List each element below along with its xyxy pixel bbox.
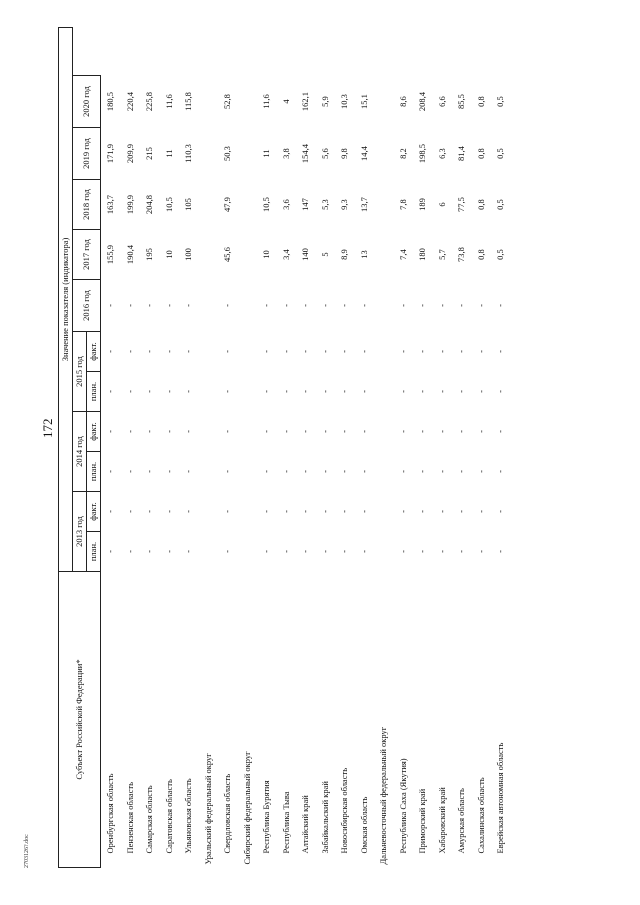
cell-2017: 180	[417, 248, 428, 261]
cell-dash: -	[280, 350, 291, 353]
cell-2020: 52,8	[222, 94, 233, 109]
cell-dash: -	[417, 510, 428, 513]
cell-dash: -	[475, 390, 486, 393]
cell-2018: 147	[300, 198, 311, 211]
district-row-filler	[374, 27, 394, 571]
header-year-2015: 2015 год	[73, 332, 87, 412]
cell-2017: 190,4	[124, 244, 135, 265]
header-year-2018: 2018 год	[73, 180, 101, 230]
cell-2017: 5,7	[436, 249, 447, 260]
cell-2020: 15,1	[358, 94, 369, 109]
cell-2018: 10,5	[261, 197, 272, 212]
indicator-table	[58, 27, 511, 868]
cell-2019: 5,6	[319, 148, 330, 159]
cell-2020: 0,8	[475, 96, 486, 107]
cell-2017: 155,9	[105, 244, 116, 265]
region-name: Самарская область	[144, 785, 155, 854]
cell-dash: -	[495, 550, 506, 553]
cell-dash: -	[222, 510, 233, 513]
cell-dash: -	[261, 470, 272, 473]
cell-2019: 14,4	[358, 146, 369, 161]
cell-dash: -	[495, 390, 506, 393]
cell-dash: -	[417, 350, 428, 353]
cell-dash: -	[144, 430, 155, 433]
region-name: Забайкальский край	[319, 781, 330, 854]
cell-dash: -	[300, 430, 311, 433]
cell-2019: 209,9	[124, 143, 135, 164]
cell-dash: -	[222, 390, 233, 393]
cell-dash: -	[417, 430, 428, 433]
cell-dash: -	[124, 390, 135, 393]
cell-2019: 50,3	[222, 146, 233, 161]
cell-dash: -	[144, 350, 155, 353]
cell-2016: -	[436, 304, 447, 307]
cell-dash: -	[495, 510, 506, 513]
cell-dash: -	[280, 550, 291, 553]
cell-2016: -	[475, 304, 486, 307]
cell-2016: -	[124, 304, 135, 307]
table-row	[413, 27, 433, 867]
cell-dash: -	[456, 510, 467, 513]
cell-dash: -	[163, 550, 174, 553]
table-row-district	[238, 27, 258, 867]
cell-2018: 47,9	[222, 197, 233, 212]
cell-dash: -	[475, 510, 486, 513]
cell-dash: -	[261, 510, 272, 513]
header-2013-fact: факт.	[87, 492, 101, 532]
cell-2018: 199,9	[124, 194, 135, 215]
cell-dash: -	[124, 350, 135, 353]
table-row	[121, 27, 141, 867]
cell-2020: 5,9	[319, 96, 330, 107]
cell-dash: -	[456, 470, 467, 473]
region-name: Еврейская автономная область	[495, 742, 506, 854]
table-row	[296, 27, 316, 867]
cell-2018: 9,3	[339, 199, 350, 210]
region-name: Амурская область	[456, 788, 467, 854]
cell-dash: -	[475, 550, 486, 553]
cell-dash: -	[183, 350, 194, 353]
cell-2019: 3,8	[280, 148, 291, 159]
cell-2017: 10	[163, 250, 174, 259]
table-row	[179, 27, 199, 867]
cell-dash: -	[436, 430, 447, 433]
cell-dash: -	[436, 510, 447, 513]
cell-dash: -	[339, 510, 350, 513]
cell-2018: 204,8	[144, 194, 155, 215]
region-name: Омская область	[358, 796, 369, 854]
cell-dash: -	[397, 550, 408, 553]
cell-dash: -	[183, 510, 194, 513]
cell-2020: 11,6	[163, 94, 174, 109]
cell-2016: -	[222, 304, 233, 307]
cell-2019: 9,8	[339, 148, 350, 159]
cell-2016: -	[495, 304, 506, 307]
cell-dash: -	[436, 470, 447, 473]
cell-dash: -	[124, 550, 135, 553]
cell-2018: 7,8	[397, 199, 408, 210]
cell-dash: -	[339, 550, 350, 553]
cell-2019: 154,4	[300, 143, 311, 164]
table-row	[101, 27, 121, 867]
region-name: Республика Тыва	[280, 791, 291, 854]
table-row	[257, 27, 277, 867]
table-body	[101, 27, 511, 867]
cell-2016: -	[144, 304, 155, 307]
cell-2020: 11,6	[261, 94, 272, 109]
cell-2019: 11	[261, 149, 272, 158]
cell-dash: -	[124, 510, 135, 513]
cell-dash: -	[397, 510, 408, 513]
region-name: Оренбургская область	[105, 773, 116, 854]
cell-dash: -	[163, 350, 174, 353]
cell-2018: 0,5	[495, 199, 506, 210]
cell-dash: -	[339, 350, 350, 353]
cell-dash: -	[300, 510, 311, 513]
cell-2020: 162,1	[300, 91, 311, 112]
cell-dash: -	[144, 470, 155, 473]
cell-2016: -	[358, 304, 369, 307]
cell-dash: -	[222, 350, 233, 353]
header-year-2019: 2019 год	[73, 128, 101, 180]
cell-dash: -	[436, 350, 447, 353]
header-2015-plan: план.	[87, 372, 101, 412]
cell-dash: -	[183, 430, 194, 433]
table-row	[355, 27, 375, 867]
cell-2020: 180,5	[105, 91, 116, 112]
cell-2016: -	[183, 304, 194, 307]
cell-2020: 115,8	[183, 92, 194, 111]
district-row-filler	[199, 27, 219, 571]
header-2015-fact: факт.	[87, 332, 101, 372]
region-name: Новосибирская область	[339, 767, 350, 854]
cell-dash: -	[280, 470, 291, 473]
cell-2016: -	[280, 304, 291, 307]
cell-2020: 10,3	[339, 94, 350, 109]
cell-dash: -	[417, 390, 428, 393]
cell-dash: -	[261, 550, 272, 553]
cell-dash: -	[339, 390, 350, 393]
cell-dash: -	[163, 470, 174, 473]
cell-dash: -	[300, 550, 311, 553]
table-row	[452, 27, 472, 867]
cell-2018: 105	[183, 198, 194, 211]
cell-2017: 13	[358, 250, 369, 259]
cell-2017: 73,8	[456, 247, 467, 262]
cell-2018: 0,8	[475, 199, 486, 210]
region-name: Свердловская область	[222, 773, 233, 854]
table-row	[277, 27, 297, 867]
cell-dash: -	[319, 430, 330, 433]
cell-dash: -	[436, 390, 447, 393]
cell-2020: 4	[280, 99, 291, 104]
cell-2017: 3,4	[280, 249, 291, 260]
cell-dash: -	[456, 350, 467, 353]
cell-dash: -	[397, 350, 408, 353]
table-row	[140, 27, 160, 867]
table-row-district	[199, 27, 219, 867]
cell-2019: 8,2	[397, 148, 408, 159]
cell-2016: -	[339, 304, 350, 307]
cell-2017: 100	[183, 248, 194, 261]
cell-2020: 225,8	[144, 91, 155, 112]
cell-dash: -	[222, 470, 233, 473]
header-subject: Субъект Российской Федерации*	[59, 572, 101, 868]
cell-2018: 163,7	[105, 194, 116, 215]
cell-2016: -	[417, 304, 428, 307]
cell-dash: -	[105, 470, 116, 473]
cell-dash: -	[319, 510, 330, 513]
table-row	[491, 27, 511, 867]
district-name: Дальневосточный федеральный округ	[378, 726, 389, 865]
cell-dash: -	[436, 550, 447, 553]
rotated-table-container	[58, 28, 568, 868]
table-row	[472, 27, 492, 867]
cell-dash: -	[300, 470, 311, 473]
cell-dash: -	[456, 550, 467, 553]
cell-dash: -	[222, 430, 233, 433]
cell-2020: 0,5	[495, 96, 506, 107]
region-name: Республика Бурятия	[261, 780, 272, 854]
cell-2016: -	[261, 304, 272, 307]
page-number: 172	[40, 418, 55, 438]
cell-dash: -	[261, 390, 272, 393]
cell-dash: -	[144, 510, 155, 513]
cell-2020: 8,6	[397, 96, 408, 107]
cell-2017: 5	[319, 252, 330, 257]
cell-2019: 11	[163, 149, 174, 158]
cell-dash: -	[183, 550, 194, 553]
cell-2018: 10,5	[163, 197, 174, 212]
cell-2019: 171,9	[105, 143, 116, 164]
cell-2020: 208,4	[417, 91, 428, 112]
cell-dash: -	[163, 510, 174, 513]
cell-2018: 13,7	[358, 197, 369, 212]
cell-dash: -	[495, 430, 506, 433]
region-name: Ульяновская область	[183, 778, 194, 854]
cell-dash: -	[339, 470, 350, 473]
table-row-district	[374, 27, 394, 867]
cell-dash: -	[339, 430, 350, 433]
header-indicator-group: Значение показателя (индикатора)	[59, 27, 73, 571]
cell-2017: 45,6	[222, 247, 233, 262]
cell-dash: -	[183, 470, 194, 473]
table-header	[59, 27, 101, 867]
cell-dash: -	[475, 470, 486, 473]
header-year-2016: 2016 год	[73, 280, 101, 332]
cell-dash: -	[358, 350, 369, 353]
cell-dash: -	[163, 390, 174, 393]
cell-2016: -	[397, 304, 408, 307]
cell-dash: -	[124, 470, 135, 473]
cell-dash: -	[495, 350, 506, 353]
cell-2017: 7,4	[397, 249, 408, 260]
cell-2020: 85,5	[456, 94, 467, 109]
cell-dash: -	[144, 550, 155, 553]
table-row	[335, 27, 355, 867]
region-name: Саратовская область	[163, 779, 174, 854]
cell-dash: -	[456, 430, 467, 433]
cell-dash: -	[222, 550, 233, 553]
cell-2019: 215	[144, 147, 155, 160]
district-row-filler	[238, 27, 258, 571]
region-name: Приморский край	[417, 788, 428, 854]
cell-dash: -	[358, 430, 369, 433]
cell-dash: -	[261, 430, 272, 433]
cell-2016: -	[163, 304, 174, 307]
footer-doc-code: 2703126?.doc	[24, 834, 30, 868]
cell-dash: -	[105, 510, 116, 513]
table-row	[316, 27, 336, 867]
cell-2017: 0,5	[495, 249, 506, 260]
cell-2019: 0,8	[475, 148, 486, 159]
cell-dash: -	[417, 550, 428, 553]
region-name: Сахалинская область	[475, 777, 486, 854]
cell-dash: -	[358, 390, 369, 393]
cell-2017: 8,9	[339, 249, 350, 260]
cell-dash: -	[183, 390, 194, 393]
cell-dash: -	[261, 350, 272, 353]
cell-dash: -	[358, 470, 369, 473]
cell-2017: 10	[261, 250, 272, 259]
region-name: Пензенская область	[124, 782, 135, 854]
cell-2018: 77,5	[456, 197, 467, 212]
header-year-2014: 2014 год	[73, 412, 87, 492]
header-2014-fact: факт.	[87, 412, 101, 452]
cell-dash: -	[105, 430, 116, 433]
cell-dash: -	[300, 390, 311, 393]
cell-dash: -	[495, 470, 506, 473]
cell-dash: -	[319, 390, 330, 393]
cell-2019: 0,5	[495, 148, 506, 159]
cell-dash: -	[105, 350, 116, 353]
cell-2018: 3,6	[280, 199, 291, 210]
cell-2020: 6,6	[436, 96, 447, 107]
header-2013-plan: план.	[87, 532, 101, 572]
district-name: Уральский федеральный округ	[202, 753, 213, 865]
cell-2017: 140	[300, 248, 311, 261]
cell-dash: -	[280, 390, 291, 393]
cell-2017: 0,8	[475, 249, 486, 260]
header-year-2013: 2013 год	[73, 492, 87, 572]
cell-2019: 81,4	[456, 146, 467, 161]
cell-2019: 198,5	[417, 143, 428, 164]
cell-2018: 189	[417, 198, 428, 211]
cell-dash: -	[300, 350, 311, 353]
cell-2018: 5,3	[319, 199, 330, 210]
header-year-2020: 2020 год	[73, 76, 101, 128]
cell-dash: -	[397, 390, 408, 393]
cell-dash: -	[456, 390, 467, 393]
cell-2019: 110,3	[183, 144, 194, 163]
table-row	[160, 27, 180, 867]
cell-dash: -	[319, 470, 330, 473]
cell-dash: -	[163, 430, 174, 433]
cell-dash: -	[280, 430, 291, 433]
district-name: Сибирский федеральный округ	[241, 751, 252, 865]
cell-dash: -	[397, 470, 408, 473]
region-name: Республика Саха (Якутия)	[397, 758, 408, 854]
table-row	[394, 27, 414, 867]
cell-dash: -	[475, 350, 486, 353]
cell-dash: -	[417, 470, 428, 473]
region-name: Хабаровский край	[436, 787, 447, 854]
cell-dash: -	[358, 550, 369, 553]
header-year-2017: 2017 год	[73, 230, 101, 280]
cell-2016: -	[319, 304, 330, 307]
cell-2019: 6,3	[436, 148, 447, 159]
table-row	[433, 27, 453, 867]
cell-2016: -	[300, 304, 311, 307]
cell-dash: -	[475, 430, 486, 433]
cell-dash: -	[144, 390, 155, 393]
header-2014-plan: план.	[87, 452, 101, 492]
cell-dash: -	[397, 430, 408, 433]
cell-dash: -	[319, 550, 330, 553]
cell-2017: 195	[144, 248, 155, 261]
table-row	[218, 27, 238, 867]
cell-dash: -	[105, 390, 116, 393]
cell-dash: -	[105, 550, 116, 553]
cell-2016: -	[105, 304, 116, 307]
region-name: Алтайский край	[300, 795, 311, 854]
cell-2016: -	[456, 304, 467, 307]
cell-dash: -	[124, 430, 135, 433]
cell-dash: -	[319, 350, 330, 353]
cell-2020: 220,4	[124, 91, 135, 112]
cell-dash: -	[280, 510, 291, 513]
cell-2018: 6	[436, 202, 447, 207]
cell-dash: -	[358, 510, 369, 513]
